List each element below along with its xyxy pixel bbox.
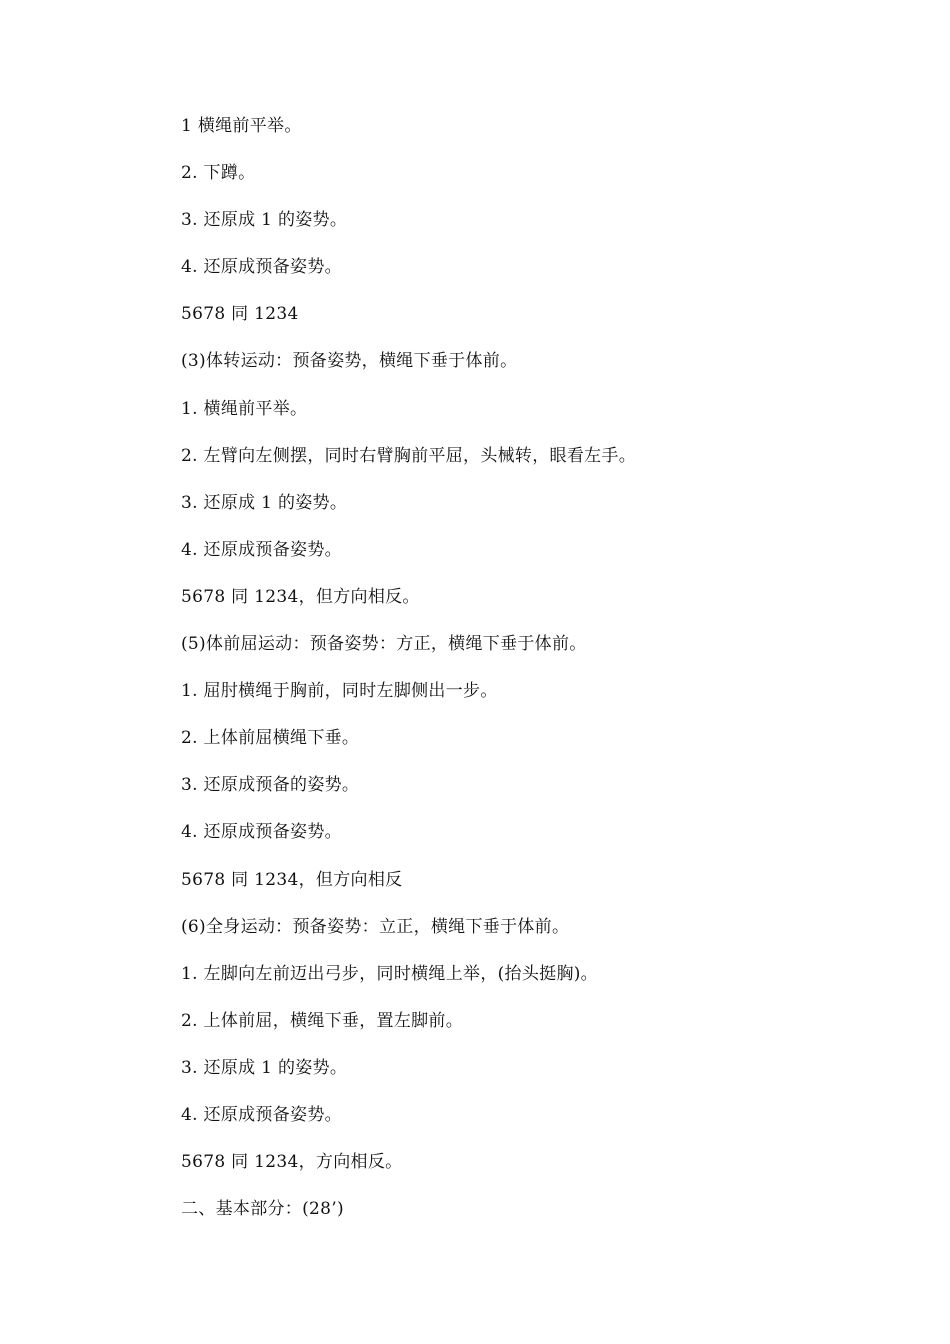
text-line: 4. 还原成预备姿势。 <box>181 822 342 843</box>
text-line: 3. 还原成 1 的姿势。 <box>181 1057 348 1078</box>
text-line: 2. 上体前屈横绳下垂。 <box>181 728 360 749</box>
text-line: 1. 屈肘横绳于胸前，同时左脚侧出一步。 <box>181 681 498 702</box>
text-line: 4. 还原成预备姿势。 <box>181 257 342 278</box>
document-body <box>181 112 901 1242</box>
text-line: 3. 还原成预备的姿势。 <box>181 775 360 796</box>
text-line: 3. 还原成 1 的姿势。 <box>181 210 348 231</box>
text-line: 4. 还原成预备姿势。 <box>181 539 342 560</box>
text-line: 2. 左臂向左侧摆，同时右臂胸前平屈，头械转，眼看左手。 <box>181 445 637 466</box>
section-heading: 二、基本部分：(28’) <box>181 1199 344 1220</box>
text-line: 1 横绳前平举。 <box>181 116 302 136</box>
section-heading: (5)体前屈运动：预备姿势：方正，横绳下垂于体前。 <box>181 634 587 655</box>
text-line: 3. 还原成 1 的姿势。 <box>181 492 348 513</box>
text-line: 2. 下蹲。 <box>181 163 256 184</box>
section-heading: (3)体转运动：预备姿势，横绳下垂于体前。 <box>181 351 518 372</box>
text-line: 1. 横绳前平举。 <box>181 398 308 419</box>
text-line: 5678 同 1234，但方向相反。 <box>181 586 420 607</box>
section-heading: (6)全身运动：预备姿势：立正，横绳下垂于体前。 <box>181 916 570 937</box>
text-line: 4. 还原成预备姿势。 <box>181 1104 342 1125</box>
text-line: 1. 左脚向左前迈出弓步，同时横绳上举，(抬头挺胸)。 <box>181 963 598 984</box>
text-line: 2. 上体前屈，横绳下垂，置左脚前。 <box>181 1010 464 1031</box>
text-line: 5678 同 1234 <box>181 304 299 325</box>
text-line: 5678 同 1234，但方向相反 <box>181 869 403 890</box>
text-line: 5678 同 1234，方向相反。 <box>181 1152 403 1173</box>
